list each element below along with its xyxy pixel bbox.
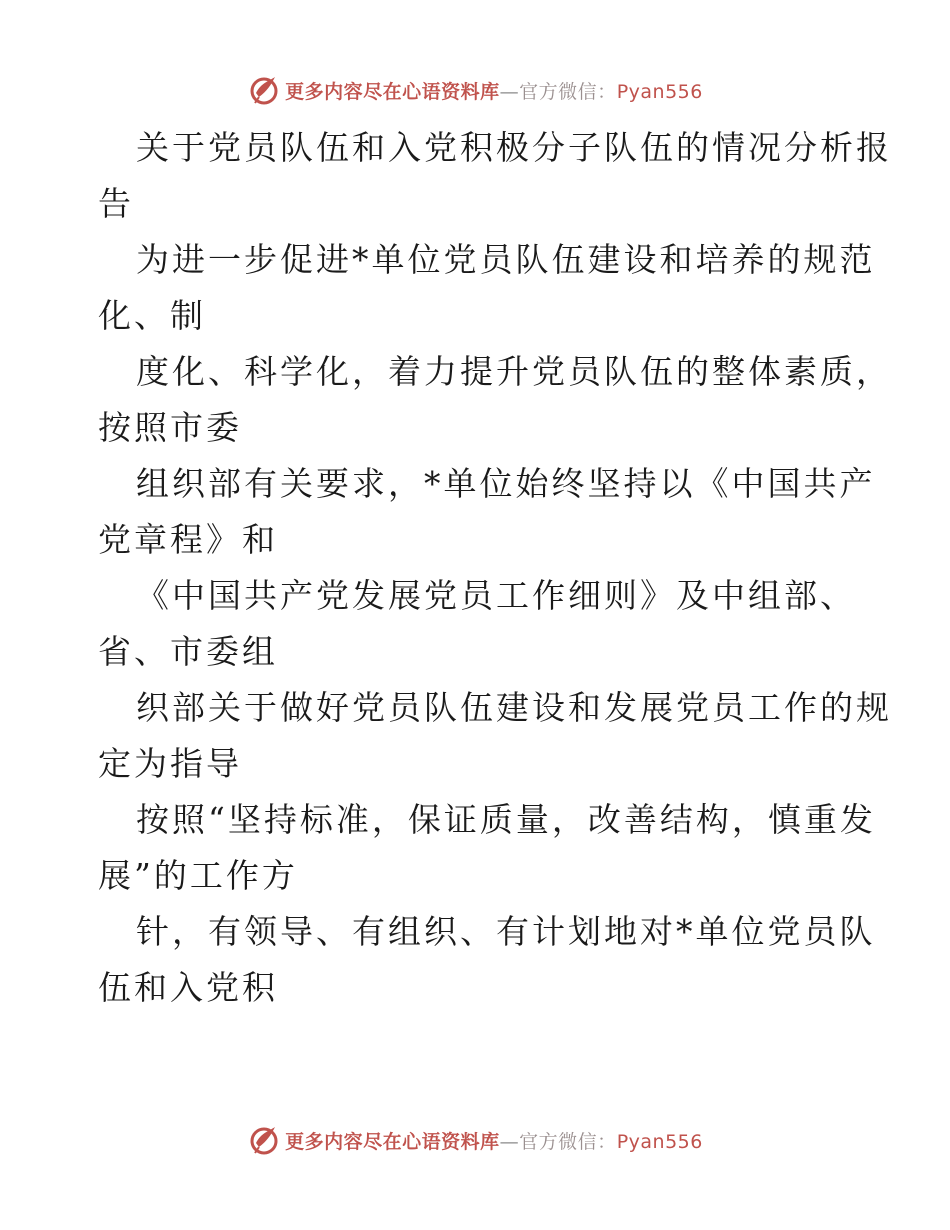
watermark-handle: Pyan556 [616, 80, 703, 103]
paragraph [98, 456, 876, 568]
watermark-official-label: 官方微信： [519, 1130, 617, 1153]
paragraph [98, 344, 892, 456]
paragraph-line: 针，有领导、有组织、有计划地对*单位党员队 [136, 912, 876, 951]
paragraph-line: 展”的工作方 [98, 856, 298, 895]
paragraph-line: 伍和入党积 [98, 968, 278, 1007]
paragraph-line: 定为指导 [98, 744, 242, 783]
paragraph-line: 关于党员队伍和入党积极分子队伍的情况分析报 [136, 128, 892, 167]
quill-swirl-logo-icon [247, 1123, 281, 1157]
watermark-dash: — [499, 1130, 520, 1153]
watermark-label: 更多内容尽在心语资料库 [285, 1130, 500, 1153]
paragraph-line: 按照“坚持标准，保证质量，改善结构，慎重发 [136, 800, 876, 839]
paragraph-line: 化、制 [98, 296, 206, 335]
watermark-text [285, 77, 703, 104]
header-watermark-banner [0, 70, 950, 110]
watermark-dash: — [499, 80, 520, 103]
paragraph-line: 告 [98, 184, 134, 223]
paragraph-line: 按照市委 [98, 408, 242, 447]
paragraph-line: 组织部有关要求，*单位始终坚持以《中国共产 [136, 464, 876, 503]
paragraph-line: 党章程》和 [98, 520, 278, 559]
paragraph-line: 为进一步促进*单位党员队伍建设和培养的规范 [136, 240, 876, 279]
paragraph [98, 904, 876, 1016]
paragraph [98, 232, 876, 344]
paragraph-line: 省、市委组 [98, 632, 278, 671]
paragraph-line: 《中国共产党发展党员工作细则》及中组部、 [136, 576, 856, 615]
document-body [98, 120, 892, 1016]
watermark-handle: Pyan556 [616, 1130, 703, 1153]
paragraph-line: 织部关于做好党员队伍建设和发展党员工作的规 [136, 688, 892, 727]
footer-watermark-banner [0, 1120, 950, 1160]
watermark-official-label: 官方微信： [519, 80, 617, 103]
quill-swirl-logo-icon [247, 73, 281, 107]
watermark-label: 更多内容尽在心语资料库 [285, 80, 500, 103]
paragraph-line: 度化、科学化，着力提升党员队伍的整体素质， [136, 352, 892, 391]
paragraph [98, 792, 876, 904]
paragraph [98, 568, 868, 680]
paragraph [98, 680, 892, 792]
watermark-text [285, 1127, 703, 1154]
paragraph [98, 120, 892, 232]
